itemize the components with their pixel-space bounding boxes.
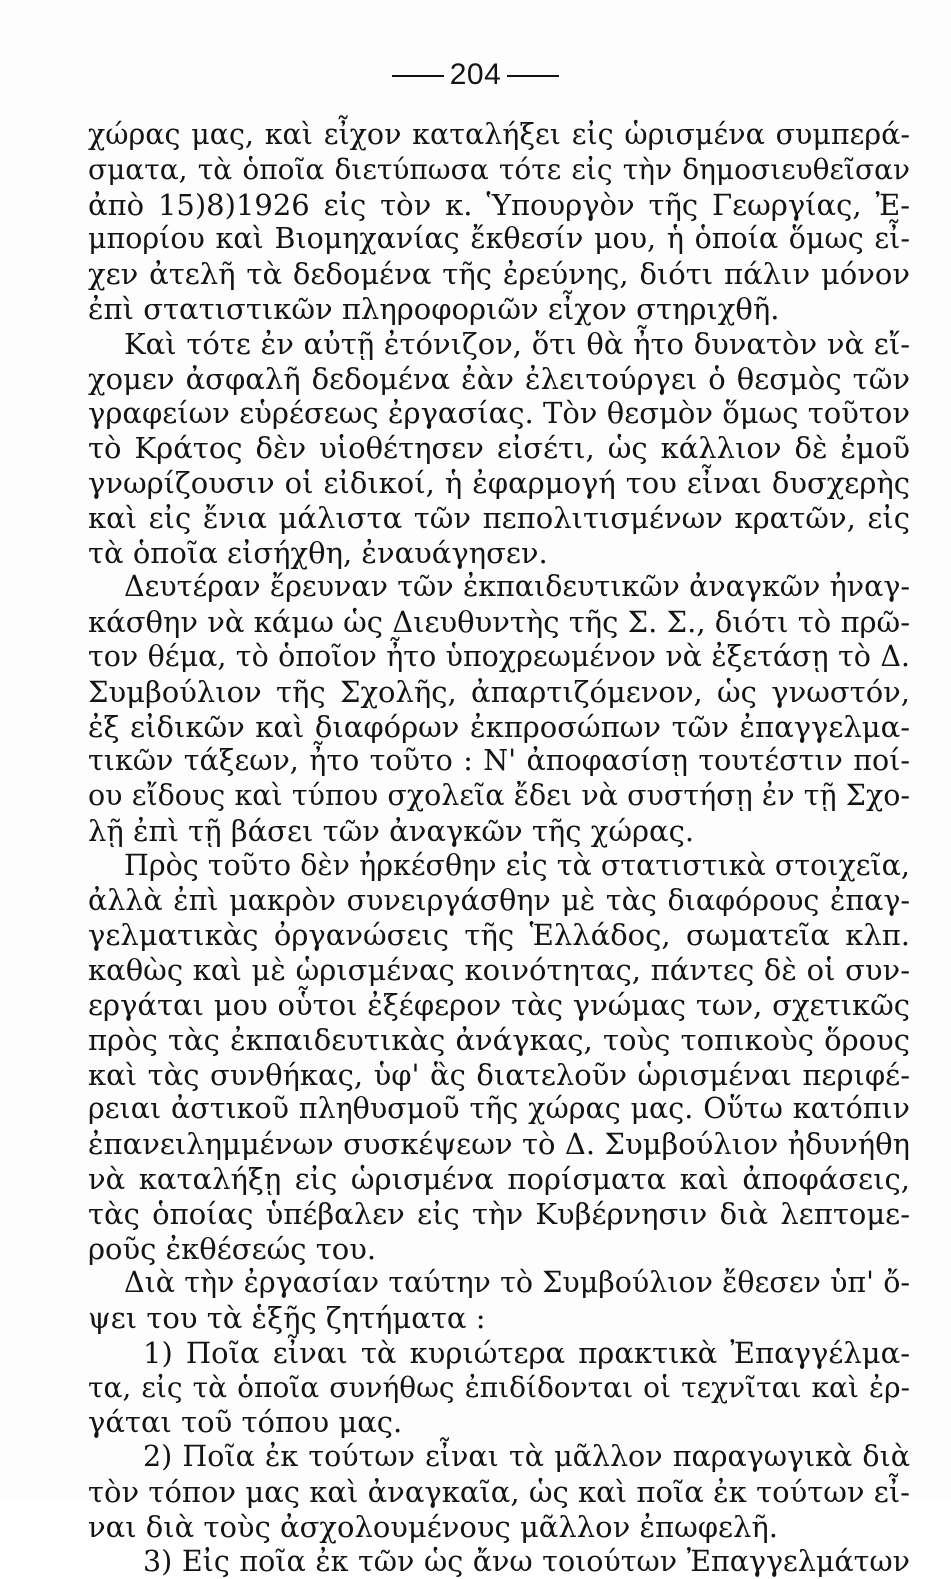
page-number xyxy=(0,58,951,92)
text-line: τὸν τόπον μας καὶ ἀναγκαῖα, ὡς καὶ ποῖα ἐκ τούτων εἶ- xyxy=(88,1475,910,1510)
text-line: χομεν ἀσφαλῆ δεδομένα ἐὰν ἐλειτούργει ὁ θεσμὸς τῶν xyxy=(88,361,910,396)
text-line: τὰ ὁποῖα εἰσήχθη, ἐναυάγησεν. xyxy=(88,535,548,570)
text-line: ἀπὸ 15)8)1926 εἰς τὸν κ. Ὑπουργὸν τῆς Γεωργίας, Ἐ- xyxy=(88,187,910,222)
page-number-text: 204 xyxy=(449,58,502,91)
text-line: χώρας μας, καὶ εἶχον καταλήξει εἰς ὡρισμένα συμπερά- xyxy=(88,118,910,151)
text-line: 1) Ποῖα εἶναι τὰ κυριώτερα πρακτικὰ Ἐπαγγέλμα- xyxy=(143,1335,910,1370)
text-line: Συμβούλιον τῆς Σχολῆς, ἀπαρτιζόμενον, ὡς γνωστόν, xyxy=(88,674,910,709)
text-line: καὶ εἰς ἔνια μάλιστα τῶν πεπολιτισμένων κρατῶν, εἰς xyxy=(88,500,910,535)
text-line: γραφείων εὑρέσεως ἐργασίας. Τὸν θεσμὸν ὅμως τοῦτον xyxy=(88,396,910,431)
text-line: καθὼς καὶ μὲ ὡρισμένας κοινότητας, πάντες δὲ οἱ συν- xyxy=(88,953,910,988)
text-line: τον θέμα, τὸ ὁποῖον ἦτο ὑποχρεωμένον νὰ ἐξετάσῃ τὸ Δ. xyxy=(88,639,910,673)
text-line: γνωρίζουσιν οἱ εἰδικοί, ἡ ἐφαρμογή του εἶναι δυσχερὴς xyxy=(88,465,910,500)
text-line: καὶ τὰς συνθήκας, ὑφ' ἃς διατελοῦν ὡρισμέναι περιφέ- xyxy=(88,1057,910,1092)
text-line: ἐπανειλημμένων συσκέψεων τὸ Δ. Συμβούλιον ἠδυνήθη xyxy=(88,1127,910,1162)
page-number-left-dash xyxy=(392,75,444,77)
text-line: λῇ ἐπὶ τῇ βάσει τῶν ἀναγκῶν τῆς χώρας. xyxy=(88,813,695,848)
text-line: κάσθην νὰ κάμω ὡς Διευθυντὴς τῆς Σ. Σ., διότι τὸ πρῶ- xyxy=(88,605,910,640)
text-line: ναι διὰ τοὺς ἀσχολουμένους μᾶλλον ἐπωφελῆ. xyxy=(88,1509,779,1544)
text-line: ἀλλὰ ἐπὶ μακρὸν συνειργάσθην μὲ τὰς διαφόρους ἐπαγ- xyxy=(88,883,910,917)
text-line: μπορίου καὶ Βιομηχανίας ἔκθεσίν μου, ἡ ὁποία ὅμως εἶ- xyxy=(88,222,910,256)
text-line: τικῶν τάξεων, ἦτο τοῦτο : Ν' ἀποφασίσῃ τουτέστιν ποί- xyxy=(88,744,910,778)
text-line: σματα, τὰ ὁποῖα διετύπωσα τότε εἰς τὴν δημοσιευθεῖσαν xyxy=(88,152,910,186)
text-line: τὰς ὁποίας ὑπέβαλεν εἰς τὴν Κυβέρνησιν διὰ λεπτομε- xyxy=(88,1196,910,1231)
text-line: Δευτέραν ἔρευναν τῶν ἐκπαιδευτικῶν ἀναγκῶν ἠναγ- xyxy=(124,570,910,604)
text-line: πρὸς τὰς ἐκπαιδευτικὰς ἀνάγκας, τοὺς τοπικοὺς ὅρους xyxy=(88,1022,910,1057)
page-number-right-dash xyxy=(507,75,559,77)
text-line: Καὶ τότε ἐν αὐτῇ ἐτόνιζον, ὅτι θὰ ἦτο δυνατὸν νὰ εἴ- xyxy=(124,326,910,361)
text-line: ἐξ εἰδικῶν καὶ διαφόρων ἐκπροσώπων τῶν ἐπαγγελμα- xyxy=(88,709,910,744)
text-line: χεν ἀτελῆ τὰ δεδομένα τῆς ἐρεύνης, διότι πάλιν μόνον xyxy=(88,257,910,292)
text-line: 3) Εἰς ποῖα ἐκ τῶν ὡς ἄνω τοιούτων Ἐπαγγελμάτων xyxy=(143,1544,910,1578)
text-line: ἐπὶ στατιστικῶν πληροφοριῶν εἶχον στηριχθῆ. xyxy=(88,291,780,326)
text-line: ου εἴδους καὶ τύπου σχολεῖα ἔδει νὰ συστήσῃ ἐν τῇ Σχο- xyxy=(88,779,910,813)
text-line: 2) Ποῖα ἐκ τούτων εἶναι τὰ μᾶλλον παραγωγικὰ διὰ xyxy=(143,1440,910,1474)
text-line: τὸ Κράτος δὲν υἱοθέτησεν εἰσέτι, ὡς κάλλιον δὲ ἐμοῦ xyxy=(88,431,910,466)
text-line: εργάται μου οὗτοι ἐξέφερον τὰς γνώμας των, σχετικῶς xyxy=(88,987,910,1022)
text-line: ροῦς ἐκθέσεώς του. xyxy=(88,1231,377,1266)
text-line: νὰ καταλήξῃ εἰς ὡρισμένα πορίσματα καὶ ἀποφάσεις, xyxy=(88,1161,910,1196)
body-text xyxy=(88,118,910,1579)
text-line: Πρὸς τοῦτο δὲν ἠρκέσθην εἰς τὰ στατιστικὰ στοιχεῖα, xyxy=(124,848,910,882)
text-line: γελματικὰς ὀργανώσεις τῆς Ἑλλάδος, σωματεῖα κλπ. xyxy=(88,918,910,953)
text-line: τα, εἰς τὰ ὁποῖα συνήθως ἐπιδίδονται οἱ τεχνῖται καὶ ἐρ- xyxy=(88,1370,910,1404)
text-line: ρειαι ἀστικοῦ πληθυσμοῦ τῆς χώρας μας. Οὕτω κατόπιν xyxy=(88,1092,910,1126)
text-line: Διὰ τὴν ἐργασίαν ταύτην τὸ Συμβούλιον ἔθεσεν ὑπ' ὄ- xyxy=(124,1266,910,1300)
text-line: γάται τοῦ τόπου μας. xyxy=(88,1405,403,1440)
text-line: ψει του τὰ ἑξῆς ζητήματα : xyxy=(88,1301,486,1336)
